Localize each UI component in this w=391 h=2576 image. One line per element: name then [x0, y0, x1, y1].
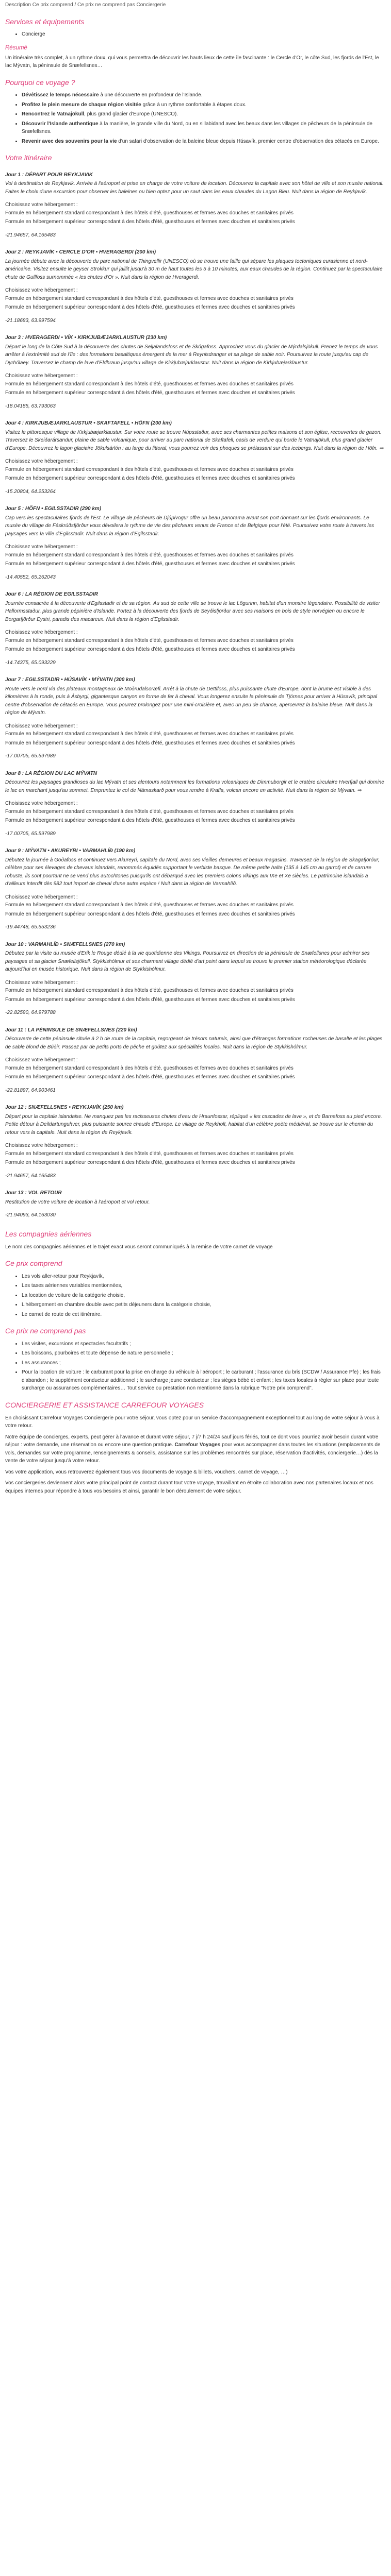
concierge-p2: Notre équipe de concierges, experts, peut gérer à l'avance et durant votre séjour, 7 j/7 h 24/24 sauf jours fériés, tout ce dont vous pourriez avoir besoin durant votre séjour : votre demande, une réservation ou encore une question pratique. Carrefour Voyages pour vous accompagner dans toutes les situations (emplacements de vols, demandes sur votre programme, renseignements & conseils, assistance sur les problèmes rencontrés sur place, réservation d'activités, conciergerie…) dès la vente de votre séjour jusqu'à votre retour. [5, 1434, 381, 1464]
hotel-choice-heading: Choisissez votre hébergement : [5, 630, 78, 636]
day-coordinates: -21.18683, 63.997594 [5, 317, 56, 324]
includes-list [5, 1273, 386, 1319]
why-title: Pourquoi ce voyage ? [5, 78, 75, 87]
hotel-option-superior: Formule en hébergement supérieur correspondant à des hôtels d'été, guesthouses et fermes avec douches et sanitaires privés [5, 390, 295, 396]
airlines-title: Les compagnies aériennes [5, 1229, 92, 1238]
resume-title: Résumé [5, 44, 27, 51]
day-coordinates: -17.00705, 65.597989 [5, 831, 56, 837]
day-description: Départ pour la capitale islandaise. Ne manquez pas les racisseuses chutes d'eau de Hraunfossar, répliqué « les cascades de lave », et de Barnafoss au pied encore. Petite détour à Deildartunguhver, plus puissante source chaude d'Europe. Le village de Reykholt, habitat d'un célèbre poète médiéval, se trouve sur le chemin du retour vers la capitale. Nuit dans la région de Reykjavík. [5, 1113, 382, 1136]
hotel-option-superior: Formule en hébergement supérieur correspondant à des hôtels d'été, guesthouses et fermes avec douches et sanitaires privés [5, 1074, 295, 1080]
day-coordinates: -19.44748, 65.553236 [5, 924, 56, 930]
day-coordinates: -15.20804, 64.253264 [5, 488, 56, 495]
day-title: Jour 5 : HÖFN • EGILSSTADIR (290 km) [5, 506, 102, 512]
resume-text: Un itinéraire très complet, à un rythme doux, qui vous permettra de découvrir les hauts lieux de cette île fascinante : le Cercle d'Or, le côte Sud, les fjords de l'Est, le lac Mývatn, la péninsule de Snæfellsnes… [5, 55, 379, 69]
day-coordinates: -14.40552, 65.262043 [5, 574, 56, 580]
hotel-option-superior: Formule en hébergement supérieur correspondant à des hôtels d'été, guesthouses et fermes avec douches et sanitaires privés [5, 740, 295, 746]
hotel-choice-heading: Choisissez votre hébergement : [5, 459, 78, 465]
day-coordinates: -21.94093, 64.163030 [5, 1212, 56, 1218]
day-description: Vol à destination de Reykjavik. Arrivée à l'aéroport et prise en charge de votre voiture de location. Découvrez la capitale avec son hôtel de ville et son musée national. Faites le choix d'une excursion pour observer les baleines ou bien optez pour un saut dans les eaux chaudes du Lagon Bleu. Nuit dans la région de Reykjavík. [5, 181, 384, 195]
hotel-option-superior: Formule en hébergement supérieur correspondant à des hôtels d'été, guesthouses et fermes avec douches et sanitaires privés [5, 561, 295, 567]
day-coordinates: -14.74375, 65.093229 [5, 659, 56, 666]
hotel-choice-heading: Choisissez votre hébergement : [5, 544, 78, 550]
hotel-option-standard: Formule en hébergement standard correspondant à des hôtels d'été, guesthouses et fermes avec douches et sanitaires privés [5, 1065, 294, 1071]
hotel-option-superior: Formule en hébergement supérieur correspondant à des hôtels d'été, guesthouses et fermes avec douches et sanitaires privés [5, 1160, 295, 1166]
concierge-p1: En choisissant Carrefour Voyages Conciergerie pour votre séjour, vous optez pour un service d'accompagnement exceptionnel tout au long de votre séjour à vous à votre retour. [5, 1415, 380, 1429]
day-description: Découverte de cette péninsule située à 2 h de route de la capitale, regorgeant de trésors naturels, ainsi que d'étranges formations rocheuses de basalte et les plages de sable blond de Búðir. Passez par de petits ports de pêche et goûtez aux spécialités locales. Nuit dans la région de Stykkishólmur. [5, 1036, 383, 1050]
itinerary-day [5, 590, 386, 667]
includes-item: • Les taxes aériennes variables mentionnées, [22, 1282, 386, 1290]
hotel-choice-heading: Choisissez votre hébergement : [5, 287, 78, 294]
day-description: Restitution de votre voiture de location à l'aéroport et vol retour. [5, 1199, 150, 1205]
day-description: Visitez le pittoresque village de Kirkjubæjarklaustur. Sur votre route se trouve Núpsstaður, avec ses charmantes petites maisons et son église, recouvertes de gazon. Traversez le Skeiðarársandur, plaine de sable volcanique, pour arriver au parc national de Skaftafell, oasis de verdure qui borde le Vatnajökull, plus grand glacier d'Europe. Découvrez le lagon glaciaire Jökulsárlón : au large du littoral, vous pourrez voir des phoques se prélassant sur des icebergs. Nuit dans la région de Höfn. ⇒ [5, 429, 384, 451]
hotel-option-standard: Formule en hébergement standard correspondant à des hôtels d'été, guesthouses et fermes avec douches et sanitaires privés [5, 552, 294, 558]
hotel-choice-heading: Choisissez votre hébergement : [5, 1057, 78, 1063]
day-coordinates: -22.81897, 64.903461 [5, 1087, 56, 1093]
day-title: Jour 4 : KIRKJUBÆJARKLAUSTUR • SKAFTAFELL • HÖFN (200 km) [5, 420, 172, 427]
day-description: La journée débute avec la découverte du parc national de Thingvellir (UNESCO) où se trouve une faille qui sépare les plaques tectoniques eurasienne et nord-américaine. Visitez ensuite le geyser Strokkur qui jaillit jusqu'à 30 m de haut toutes les 5 à 10 minutes, aux eaux chaudes de la région. Continuez par la spectaculaire chute de Gullfoss surnommée « les chutes d'Or ». Nuit dans la région de Hveragerdi. [5, 258, 383, 280]
itinerary-day [5, 248, 386, 325]
hotel-option-standard: Formule en hébergement standard correspondant à des hôtels d'été, guesthouses et fermes avec douches et sanitaires privés [5, 466, 294, 472]
services-title: Services et équipements [5, 17, 85, 26]
hotel-choice-heading: Choisissez votre hébergement : [5, 979, 78, 986]
hotel-option-standard: Formule en hébergement standard correspondant à des hôtels d'été, guesthouses et fermes avec douches et sanitaires privés [5, 637, 294, 643]
day-description: Route vers le nord via des plateaux montagneux de Möðrudalsöræfi. Arrêt à la chute de Dettifoss, plus puissante chute d'Europe, dont la brume est visible à des kilomètres à la ronde, puis à Ásbyrgi, gigantesque canyon en forme de fer à cheval. Vous longerez ensuite la péninsule de Tjörnes pour arriver à Húsavík, principal centre d'observation de cétacés en Europe. Vous pourrez prolongez pour une mini-croisière et, avec un peu de chance, apercevrez la baleine bleue. Nuit dans la région de Mývatn. [5, 686, 378, 716]
excludes-item: • Pour la location de voiture : le carburant pour la prise en charge du véhicule à l'aéroport ; le carburant ; l'assurance du bris (SCDW / Assurance Pfe) ; les frais d'abandon ; le supplément conducteur additionnel ; le surcharge jeune conducteur ; les sièges bébé et enfant ; les taxes locales à régler sur place pour toute surcharge ou assurances complémentaires… Tout service ou prestation non mentionné dans la rubrique "Notre prix comprend". [22, 1368, 386, 1393]
includes-item: • Le carnet de route de cet itinéraire. [22, 1311, 386, 1319]
concierge-title: CONCIERGERIE ET ASSISTANCE CARREFOUR VOYAGES [5, 1400, 204, 1409]
hotel-option-standard: Formule en hébergement standard correspondant à des hôtels d'été, guesthouses et fermes avec douches et sanitaires privés [5, 988, 294, 994]
itinerary-day [5, 847, 386, 931]
concierge-p3: Vos votre application, vous retrouverez également tous vos documents de voyage & billets, vouchers, carnet de voyage, …) [5, 1469, 288, 1475]
hotel-option-standard: Formule en hébergement standard correspondant à des hôtels d'été, guesthouses et fermes avec douches et sanitaires privés [5, 381, 294, 387]
why-item: • Dévêtissez le temps nécessaire à une découverte en profondeur de l'Islande. [22, 91, 386, 99]
services-list [5, 30, 386, 39]
day-description: Départ le long de la Côte Sud à la découverte des chutes de Seljalandsfoss et de Skógafoss. Approchez vous du glacier de Mýrdalsjökull. Prenez le temps de vous arrêter à l'extrémité sud de l'île : des formations basaltiques émergent de la mer à Reynisdrangar et sa plage de sable noir. Poursuivez la route jusqu'au cap de Dyrhólaey. Traversez le champ de lave d'Eldhraun jusqu'au village de Kirkjubæjarklaustur. Nuit dans la région de Kirkjubæjarklaustur. [5, 344, 378, 366]
day-title: Jour 9 : MÝVATN • AKUREYRI • VARMAHLÍÐ (190 km) [5, 848, 136, 854]
day-description: Journée consacrée à la découverte d'Egilsstadir et de sa région. Au sud de cette ville se trouve le lac Lögurinn, habitat d'un monstre légendaire. Possibilité de visiter Hallormsstaður, plus grande pépinière d'Islande. Portez à la découverte des fjords de Seyðisfjörður avec ses maisons en bois de style norvégien ou encore le Borgarfjörður Eystri, paradis des macareux. Nuit dans la région d'Egilsstadir. [5, 600, 380, 622]
excludes-item: • Les assurances ; [22, 1359, 386, 1367]
hotel-option-standard: Formule en hébergement standard correspondant à des hôtels d'été, guesthouses et fermes avec douches et sanitaires privés [5, 808, 294, 815]
excludes-item: • Les boissons, pourboires et toute dépense de nature personnelle ; [22, 1349, 386, 1358]
day-description: Découvrez les paysages grandioses du lac Mývatn et ses alentours notamment les formations volcaniques de Dimmuborgir et le cratère circulaire Hverfjall qui domine le lac en marchant jusqu'au sommet. Empruntez le col de Námaskarð pour vous rendre à Krafla, volcan encore en activité. Nuit dans la région de Mývatn. ⇒ [5, 779, 384, 793]
includes-title: Ce prix comprend [5, 1259, 62, 1268]
day-title: Jour 11 : LA PÉNINSULE DE SNÆFELLSNES (220 km) [5, 1027, 137, 1033]
itinerary-day [5, 770, 386, 838]
hotel-option-superior: Formule en hébergement supérieur correspondant à des hôtels d'été, guesthouses et fermes avec douches et sanitaires privés [5, 647, 295, 653]
hotel-choice-heading: Choisissez votre hébergement : [5, 801, 78, 807]
breadcrumb: Description Ce prix comprend / Ce prix ne comprend pas Conciergerie [5, 2, 166, 8]
why-item: • Revenir avec des souvenirs pour la vie d'un safari d'observation de la baleine bleue depuis Húsavík, premier centre d'observation des cétacés en Europe. [22, 138, 386, 146]
itinerary-day [5, 676, 386, 760]
hotel-option-superior: Formule en hébergement supérieur correspondant à des hôtels d'été, guesthouses et fermes avec douches et sanitaires privés [5, 996, 295, 1003]
day-description: Débutez par la visite du musée d'Erik le Rouge dédié à la vie quotidienne des Vikings. Poursuivez en direction de la péninsule de Snæfellsnes pour admirer ses paysages et sa glacier Snæfellsjökull. Stykkishólmur et ses charmant village dédié d'art peint dans lequel se trouve le premier station météorologique déclarée aujourd'hui en musée historique. Nuit dans la région de Stykkishólmur. [5, 951, 370, 973]
day-title: Jour 6 : LA RÉGION DE EGILSSTADIR [5, 591, 99, 598]
itinerary-day [5, 1189, 386, 1219]
hotel-option-standard: Formule en hébergement standard correspondant à des hôtels d'été, guesthouses et fermes avec douches et sanitaires privés [5, 902, 294, 908]
excludes-title: Ce prix ne comprend pas [5, 1327, 86, 1335]
hotel-choice-heading: Choisissez votre hébergement : [5, 894, 78, 900]
day-coordinates: -22.82590, 64.979788 [5, 1010, 56, 1016]
day-coordinates: -17.00705, 65.597989 [5, 753, 56, 759]
itinerary-day [5, 941, 386, 1017]
day-description: Cap vers les spectaculaires fjords de l'Est. Le village de pêcheurs de Djúpivogur offre un beau panorama avant son port donnant sur les fjords environnants. Le musée du village de Fáskrúðsfjörður vous dévoilera le rythme de vie des pêcheurs venus de France et de Belgique pour l'été. Poursuivez votre route à travers les paysages vers la ville d'Egilsstadir. Nuit dans la région d'Egilsstadir. [5, 515, 374, 537]
itinerary-day [5, 171, 386, 240]
hotel-option-superior: Formule en hébergement supérieur correspondant à des hôtels d'été, guesthouses et fermes avec douches et sanitaires privés [5, 219, 295, 225]
hotel-option-standard: Formule en hébergement standard correspondant à des hôtels d'été, guesthouses et fermes avec douches et sanitaires privés [5, 1150, 294, 1157]
concierge-p4: Vos conciergeries deviennent alors votre principal point de contact durant tout votre voyage, travaillant en étroite collaboration avec nos partenaires locaux et nos équipes internes pour répondre à tous vos besoins et ainsi, garantir le bon déroulement de votre séjour. [5, 1480, 373, 1494]
hotel-choice-heading: Choisissez votre hébergement : [5, 723, 78, 729]
why-item: • Profitez le plein mesure de chaque région visitée grâce à un rythme confortable à étapes doux. [22, 101, 386, 109]
itinerary-day [5, 1026, 386, 1095]
day-coordinates: -21.94657, 64.165483 [5, 1173, 56, 1179]
day-title: Jour 7 : EGILSSTADIR • HÚSAVÍK • MÝVATN (300 km) [5, 677, 135, 683]
hotel-choice-heading: Choisissez votre hébergement : [5, 373, 78, 379]
hotel-choice-heading: Choisissez votre hébergement : [5, 1143, 78, 1149]
hotel-choice-heading: Choisissez votre hébergement : [5, 202, 78, 208]
hotel-option-superior: Formule en hébergement supérieur correspondant à des hôtels d'été, guesthouses et fermes avec douches et sanitaires privés [5, 304, 295, 311]
excludes-list [5, 1340, 386, 1393]
hotel-option-superior: Formule en hébergement supérieur correspondant à des hôtels d'été, guesthouses et fermes avec douches et sanitaires privés [5, 476, 295, 482]
itinerary-day [5, 419, 386, 496]
hotel-option-standard: Formule en hébergement standard correspondant à des hôtels d'été, guesthouses et fermes avec douches et sanitaires privés [5, 295, 294, 301]
hotel-option-standard: Formule en hébergement standard correspondant à des hôtels d'été, guesthouses et fermes avec douches et sanitaires privés [5, 210, 294, 216]
day-title: Jour 12 : SNÆFELLSNES • REYKJAVÍK (250 km) [5, 1105, 124, 1111]
itinerary-day [5, 505, 386, 581]
hotel-option-superior: Formule en hébergement supérieur correspondant à des hôtels d'été, guesthouses et fermes avec douches et sanitaires privés [5, 818, 295, 824]
why-item: • Découvrir l'Islande authentique à la manière, le grande ville du Nord, ou en sillabidand avec les beaux dans les villages de pêcheurs de la péninsule de Snæfellsnes. [22, 120, 386, 136]
itinerary-days [5, 171, 386, 1219]
itinerary-title: Votre itinéraire [5, 154, 52, 162]
day-description: Débutez la journée à Goðafoss et continuez vers Akureyri, capitale du Nord, avec ses vieilles demeures et beaux magasins. Traversez de la région de Skagafjörður, célèbre pour ses élevages de chevaux islandais, renommés équidés supportant le verbiste basque. De même petite halte (135 à 145 cm au garrot) et de carrure robuste, ils sont pourtant ne se vend plus autochtones puisqu'ils ont débarqué avec les premiers colons vikings aux IXe et Xe siècles. Le patrimoine islandais a d'ailleurs interdit dès 982 tout import de cheval d'une autre espèce ! Nuit dans la région de Varmahlíð. [5, 857, 380, 887]
includes-item: • L'hébergement en chambre double avec petits déjeuners dans la catégorie choisie, [22, 1301, 386, 1309]
day-title: Jour 10 : VARMAHLÍÐ • SNÆFELLSNES (270 km) [5, 941, 125, 947]
includes-item: • Les vols aller-retour pour Reykjavík, [22, 1273, 386, 1281]
itinerary-day [5, 1104, 386, 1180]
hotel-option-superior: Formule en hébergement supérieur correspondant à des hôtels d'été, guesthouses et fermes avec douches et sanitaires privés [5, 911, 295, 917]
excludes-item: • Les visites, excursions et spectacles facultatifs ; [22, 1340, 386, 1348]
day-title: Jour 8 : LA RÉGION DU LAC MÝVATN [5, 770, 97, 776]
day-title: Jour 1 : DÉPART POUR REYKJAVIK [5, 172, 93, 178]
airlines-text: Le nom des compagnies aériennes et le trajet exact vous seront communiqués à la remise de votre carnet de voyage [5, 1244, 273, 1250]
day-title: Jour 2 : REYKJAVÍK • CERCLE D'OR • HVERAGERDI (200 km) [5, 249, 156, 256]
itinerary-day [5, 334, 386, 410]
includes-item: • La location de voiture de la catégorie choisie, [22, 1292, 386, 1300]
day-title: Jour 13 : VOL RETOUR [5, 1190, 62, 1196]
hotel-option-standard: Formule en hébergement standard correspondant à des hôtels d'été, guesthouses et fermes avec douches et sanitaires privés [5, 731, 294, 737]
services-item: • Concierge [22, 30, 386, 39]
day-coordinates: -18.04185, 63.793063 [5, 403, 56, 409]
day-coordinates: -21.94657, 64.165483 [5, 232, 56, 238]
why-item: • Rencontrez le Vatnajökull, plus grand glacier d'Europe (UNESCO). [22, 110, 386, 118]
day-title: Jour 3 : HVERAGERDI • VÍK • KIRKJUBÆJARKLAUSTUR (230 km) [5, 335, 167, 341]
why-list [5, 91, 386, 145]
